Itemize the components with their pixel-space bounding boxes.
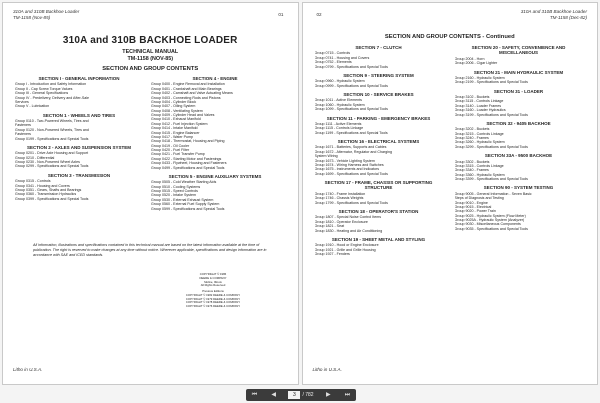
contents-section	[455, 45, 583, 66]
contents-section	[455, 185, 583, 231]
contents-section	[15, 113, 143, 141]
last-page-button[interactable]: ⏭	[344, 392, 351, 398]
group-entry: Group 3202 - Buckets	[454, 127, 490, 132]
group-entry: Group II - Cap Screw Torque Values	[15, 86, 73, 91]
group-entry: Steps of Diagnosis and Testing	[454, 196, 504, 201]
copyright-block	[163, 273, 263, 309]
group-entry: Group I - Introduction and Safety Information	[15, 82, 87, 87]
section-title: SECTION 7 - CLUTCH	[355, 45, 402, 50]
group-entry: Group 1199 - Specifications and Special Tools	[314, 130, 388, 135]
group-entry: Group 0420 - Fuel Filter	[151, 148, 190, 153]
group-entry: Group 0419 - Oil Cooler	[151, 143, 190, 148]
group-entry: Group 1810 - Operator Enclosure	[314, 219, 368, 224]
contents-section	[315, 180, 443, 205]
group-entry: Group 0412 - Fuel Injection System	[151, 121, 208, 126]
group-entry: Group 0408 - Ventilating System	[151, 108, 203, 113]
group-entry: Group 1111 - Active Elements	[314, 121, 362, 126]
group-entry: Group 1699 - Specifications and Special Tools	[314, 171, 388, 176]
group-entry: Group IV - Predelivery, Delivery and After-Sale	[15, 95, 90, 100]
group-entry: Group 0299 - Specifications and Special Tools	[15, 164, 89, 169]
section-title: SECTION 10 - SERVICE BRAKES	[343, 92, 414, 98]
section-title: SECTION 90 - SYSTEM TESTING	[483, 185, 554, 191]
section-title: SECTION 2 - AXLES AND SUSPENSION SYSTEM	[27, 144, 131, 150]
group-entry: Group 9035 - Specifications and Special Tools	[454, 226, 528, 231]
section-title: SECTION 17 - FRAME, CHASSIS OR SUPPORTING STRUCTURE	[324, 180, 433, 191]
section-title: SECTION 20 - SAFETY, CONVENIENCE AND MISCELLANEOUS	[471, 45, 566, 56]
section-title: SECTION 11 - PARKING - EMERGENCY BRAKES	[326, 115, 431, 121]
group-entry: Group 9025 - Hydraulic System (Flow Meter)	[454, 213, 526, 218]
group-entry: Group 0415 - Engine Balancer	[151, 130, 200, 135]
right-footer: Litho in U.S.A.	[312, 367, 342, 372]
document-subtitle	[3, 49, 298, 63]
contents-section	[455, 70, 583, 85]
contents-section	[455, 153, 583, 181]
group-entry: Group 0999 - Specifications and Special Tools	[314, 83, 388, 88]
group-entry: Group 2199 - Specifications and Special Tools	[454, 80, 528, 85]
document-title: 310A and 310B BACKHOE LOADER	[62, 35, 238, 46]
group-entry: Group 9025A - Hydraulic System (Analyzer)	[454, 218, 525, 223]
group-entry: Group 1740 - Frame Installation	[314, 191, 366, 196]
copyright-line: DEERE & COMPANY	[199, 275, 227, 280]
group-entry: Group 1115 - Controls Linkage	[314, 126, 364, 131]
group-entry: Fasteners	[15, 123, 31, 128]
group-entry: Group 0201 - Drive Axle Housing and Support	[15, 151, 89, 156]
group-entry: Group 2006 - Cigar Lighter	[454, 61, 498, 66]
group-entry: Group 1927 - Fenders	[314, 252, 350, 257]
contents-heading: SECTION AND GROUP CONTENTS	[102, 66, 199, 72]
group-entry: Group 0230 - Non-Powered Wheel Axles	[15, 160, 80, 165]
group-entry: Group 9005 - General Information - Seven Basic	[454, 191, 532, 196]
group-entry: Services	[15, 99, 29, 104]
group-entry: Group 0960 - Hydraulic System	[314, 79, 365, 84]
copyright-line: COPYRIGHT © 1986	[199, 272, 227, 276]
subtitle-line-2: TM-1158 (NOV-85)	[127, 55, 174, 62]
page-left	[2, 2, 299, 385]
group-entry: Fasteners	[15, 132, 31, 137]
group-entry: Group 0418 - Thermostat, Housing and Piping	[151, 139, 225, 144]
copyright-line: Previous Editions	[202, 289, 224, 294]
group-entry: Group 9030 - Miscellaneous Components	[454, 222, 521, 227]
page-navigation-toolbar	[246, 389, 356, 401]
right-page-number: 02	[316, 12, 322, 17]
page-right	[302, 2, 599, 385]
group-entry: Group 3260 - Hydraulic System	[454, 140, 505, 145]
group-entry: Group 0515 - Speed Controls	[151, 189, 198, 194]
group-entry: Group 0401 - Crankshaft and Main Bearings	[151, 86, 222, 91]
group-entry: Group 0409 - Cylinder Head and Valves	[151, 113, 215, 118]
group-entry: Group 1746 - Chassis Weights	[314, 196, 364, 201]
group-entry: Group 3302 - Buckets	[454, 159, 490, 164]
group-entry: Group V - Lubrication	[15, 104, 50, 109]
group-entry: Group 9010 - Engine	[454, 200, 488, 205]
contents-section	[315, 237, 443, 257]
group-entry: Group 0741 - Housing and Covers	[314, 55, 370, 60]
group-entry: Group 3199 - Specifications and Special Tools	[454, 112, 528, 117]
group-entry: Group 3160 - Loader Hydraulics	[454, 108, 506, 113]
page-spread	[2, 2, 598, 385]
right-header-line-1: 310A and 310B Backhoe Loader	[520, 9, 587, 14]
group-entry: Group 0421 - Fuel Transfer Pump	[151, 152, 205, 157]
group-entry: Group 1673 - Vehicle Lighting System	[314, 158, 375, 163]
contents-continued-heading: SECTION AND GROUP CONTENTS - Continued	[384, 34, 515, 40]
notice-paragraph: All information, illustrations and specifications contained in this technical manual are based on the latest information available at the time of publication. The right is reserved to make changes at any time without notice. Wherever applicable, specifications and design information are in accordance with SAE and ICED standards.	[33, 243, 267, 257]
subtitle-line-1: TECHNICAL MANUAL	[122, 49, 179, 55]
group-entry: Group 0315 - Controls	[15, 179, 51, 184]
group-entry: Group 1674 - Wiring Harness and Switches	[314, 162, 384, 167]
next-page-button[interactable]: ▶	[325, 392, 331, 398]
section-title: SECTION 5 - ENGINE AUXILIARY SYSTEMS	[168, 173, 262, 179]
section-title: SECTION 1 - WHEELS AND TIRES	[42, 112, 116, 118]
group-entry: Group 1799 - Specifications and Special Tools	[314, 200, 388, 205]
group-entry: Group 0410 - Exhaust Manifold	[151, 117, 201, 122]
group-entry: Group 2160 - Hydraulic System	[454, 75, 505, 80]
copyright-line: COPYRIGHT © 1978 DEERE & COMPANY	[185, 300, 241, 305]
contents-section	[455, 89, 583, 117]
group-entry: Group 3315 - Controls Linkage	[454, 163, 504, 168]
contents-section	[151, 174, 279, 211]
group-entry: Group 0752 - Elements	[314, 60, 352, 65]
contents-section	[315, 116, 443, 136]
copyright-line: Moline, Illinois	[204, 279, 222, 284]
group-entry: Group 0403 - Connecting Rods and Pistons	[151, 95, 221, 100]
contents-section	[15, 173, 143, 201]
group-entry: Group 0210 - Differential	[15, 155, 55, 160]
group-entry: Group 0510 - Cooling Systems	[151, 184, 201, 189]
group-entry: Group 0360 - Transmission Hydraulics	[15, 192, 77, 197]
group-entry: Group 3360 - Hydraulic System	[454, 172, 505, 177]
group-entry: Group 0499 - Specifications and Special Tools	[151, 165, 225, 170]
left-contents-column-1	[15, 76, 143, 205]
group-entry: Group 3399 - Specifications and Special Tools	[454, 177, 528, 182]
group-entry: Group 0599 - Specifications and Special Tools	[151, 206, 225, 211]
group-entry: Group 1830 - Heating and Air Conditioning	[314, 228, 383, 233]
group-entry: Group 0422 - Starting Motor and Fastenings	[151, 156, 222, 161]
section-title: SECTION 19 - SHEET METAL AND STYLING	[331, 236, 426, 242]
group-entry: Group 1910 - Hood or Engine Enclosure	[314, 243, 379, 248]
group-entry: Group 0399 - Specifications and Special Tools	[15, 196, 89, 201]
contents-section	[315, 45, 443, 69]
right-header-line-2: TM-1158 (Dec-82)	[549, 14, 587, 20]
group-entry: Group 1060 - Hydraulic System	[314, 102, 365, 107]
group-entry: Group 0715 - Controls	[314, 51, 351, 56]
contents-section	[315, 73, 443, 88]
copyright-line: COPYRIGHT © 1982 DEERE & COMPANY	[185, 292, 241, 297]
section-title: SECTION 4 - ENGINE	[192, 76, 238, 81]
copyright-line: All Rights Reserved	[200, 283, 226, 288]
page-indicator	[288, 391, 313, 399]
left-page-number: 01	[278, 12, 284, 17]
group-entry: Group 0199 - Specifications and Special Tools	[15, 136, 89, 141]
contents-section	[151, 76, 279, 170]
group-entry: Group 1675 - Instruments and Indicators	[314, 167, 380, 172]
section-title: SECTION 33A - 9500 BACKHOE	[484, 153, 553, 159]
group-entry: Group 0799 - Specifications and Special Tools	[314, 64, 388, 69]
group-entry: Group 0400 - Engine Removal and Installation	[151, 82, 225, 87]
group-entry: Group 0341 - Housing and Covers	[15, 183, 70, 188]
left-running-header	[13, 9, 79, 20]
section-title: SECTION I - GENERAL INFORMATION	[38, 76, 120, 81]
group-entry: Group 0530 - External Exhaust System	[151, 197, 214, 202]
group-entry: Group 3102 - Buckets	[454, 95, 490, 100]
group-entry: Group 0120 - Non-Powered Wheels, Tires and	[15, 127, 89, 132]
first-page-button[interactable]: ⏮	[251, 392, 258, 398]
copyright-line: COPYRIGHT © 1979 DEERE & COMPANY	[185, 296, 241, 301]
group-entry: Group 9015 - Electrical	[454, 204, 492, 209]
left-header-line-2: TM-1158 (Nov-85)	[13, 14, 51, 20]
group-entry: Group III - General Specifications	[15, 91, 69, 96]
total-pages-label: / 782	[302, 392, 314, 398]
section-title: SECTION 32 - 9405 BACKHOE	[486, 120, 551, 126]
section-title: SECTION 21 - MAIN HYDRAULIC SYSTEM	[473, 69, 564, 75]
group-entry: Group 0351 - Gears, Shafts and Bearings	[15, 187, 82, 192]
group-entry: Group 0402 - Camshaft and Valve Actuating Means	[151, 91, 233, 96]
section-title: SECTION 18 - OPERATOR'S STATION	[338, 208, 419, 214]
group-entry: System Wiring	[314, 154, 338, 159]
group-entry: Group 3115 - Controls Linkage	[454, 99, 504, 104]
previous-page-button[interactable]: ◀	[271, 392, 277, 398]
group-entry: Group 3140 - Loader Frames	[454, 103, 502, 108]
group-entry: Group 3299 - Specifications and Special Tools	[454, 144, 528, 149]
contents-section	[455, 121, 583, 149]
contents-section	[15, 76, 143, 109]
section-title: SECTION 3 - TRANSMISSION	[47, 172, 111, 178]
left-footer: Litho in U.S.A.	[13, 367, 43, 372]
group-entry: Group 0520 - Intake System	[151, 193, 196, 198]
group-entry: Group 0404 - Cylinder Block	[151, 99, 197, 104]
group-entry: Group 1821 - Seat	[314, 224, 345, 229]
group-entry: Group 1672 - Alternator, Regulator and Charging	[314, 149, 393, 154]
group-entry: Group 2004 - Horn	[454, 56, 485, 61]
contents-section	[315, 139, 443, 176]
right-running-header	[521, 9, 587, 20]
group-entry: Group 3240 - Frames	[454, 136, 489, 141]
group-entry: Group 0110 - Two-Powered Wheels, Tires and	[15, 119, 89, 124]
group-entry: Group 3340 - Frames	[454, 168, 489, 173]
contents-section	[15, 145, 143, 169]
group-entry: Group 1011 - Active Elements	[314, 98, 362, 103]
group-entry: Group 0560 - External Fuel Supply System	[151, 202, 220, 207]
group-entry: Group 3215 - Controls Linkage	[454, 131, 504, 136]
right-contents-column-2	[455, 45, 583, 235]
group-entry: Group 0433 - Flywheel, Housing and Fasteners	[151, 161, 227, 166]
group-entry: Group 1807 - Special Noise Control Items	[314, 215, 382, 220]
group-entry: Group 0407 - Oiling System	[151, 104, 196, 109]
copyright-line: COPYRIGHT © 1976 DEERE & COMPANY	[185, 304, 241, 309]
group-entry: Group 9020 - Power Train	[454, 209, 496, 214]
page-number-input[interactable]	[288, 391, 300, 399]
group-entry: Group 1099 - Specifications and Special Tools	[314, 107, 388, 112]
section-title: SECTION 31 - LOADER	[493, 88, 544, 94]
group-entry: Group 1671 - Batteries, Supports and Cables	[314, 145, 387, 150]
left-contents-column-2	[151, 76, 279, 215]
group-entry: Group 1921 - Grille and Grille Housing	[314, 247, 376, 252]
contents-section	[315, 92, 443, 112]
group-entry: Group 0417 - Water Pump	[151, 134, 194, 139]
group-entry: Group 0505 - Cold Weather Starting Aids	[151, 180, 217, 185]
left-header-line-1: 310A and 310B Backhoe Loader	[13, 9, 80, 14]
section-title: SECTION 9 - STEERING SYSTEM	[343, 72, 414, 78]
group-entry: Group 0414 - Intake Manifold	[151, 126, 198, 131]
contents-section	[315, 209, 443, 233]
right-contents-column-1	[315, 45, 443, 260]
section-title: SECTION 16 - ELECTRICAL SYSTEMS	[337, 139, 420, 145]
